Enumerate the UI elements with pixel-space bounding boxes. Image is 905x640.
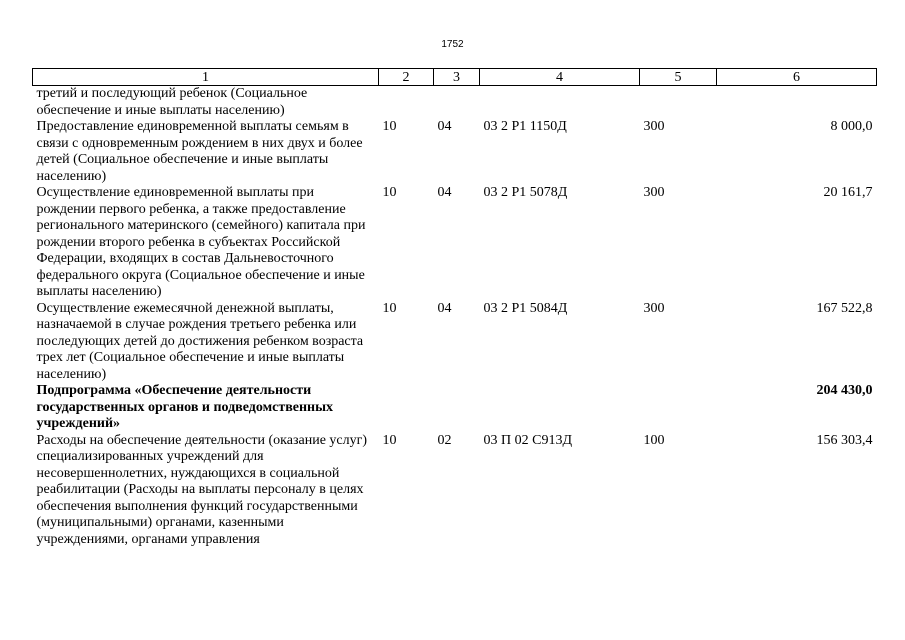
cell-section	[379, 383, 434, 433]
cell-target	[480, 383, 640, 433]
cell-type	[640, 86, 717, 120]
column-header-name: 1	[33, 69, 379, 86]
cell-subsection	[434, 86, 480, 120]
cell-target: 03 2 Р1 5084Д	[483, 300, 568, 316]
cell-type: 300	[643, 300, 665, 316]
cell-type	[640, 383, 717, 433]
page-number: 1752	[441, 39, 464, 50]
cell-subsection: 04	[437, 119, 452, 134]
cell-target: 03 2 Р1 5078Д	[483, 185, 568, 200]
cell-subsection: 02	[437, 432, 452, 448]
budget-table	[32, 68, 877, 548]
cell-amount: 167 522,8	[816, 300, 873, 316]
cell-name: Осуществление единовременной выплаты при рождении первого ребенка, а также предоставление регионального материнского (семейного) капитала при рождении второго ребенка в субъектах Российской Федерации, входящих в состав Дальневосточного федерального округа (Социальное обеспечение и иные выплаты населению)	[36, 185, 366, 299]
table-row	[33, 119, 877, 185]
cell-name: Предоставление единовременной выплаты семьям в связи с одновременным рождением в них двух и более детей (Социальное обеспечение и иные выплаты населению)	[36, 119, 363, 184]
cell-target	[480, 86, 640, 120]
cell-name: Расходы на обеспечение деятельности (оказание услуг) специализированных учреждений для несовершеннолетних, нуждающихся в социальной реабилитации (Расходы на выплаты персоналу в целях обеспечения выполнения функций государственными (муниципальными) органами, казенными учреждениями, органами управления	[36, 432, 368, 547]
cell-section: 10	[382, 119, 397, 134]
cell-section: 10	[382, 185, 397, 200]
cell-name: Осуществление ежемесячной денежной выплаты, назначаемой в случае рождения третьего ребенка или последующих детей до достижения ребенком возраста трех лет (Социальное обеспечение и иные выплаты населению)	[36, 300, 364, 382]
cell-amount: 20 161,7	[823, 185, 873, 200]
cell-amount: 204 430,0	[816, 383, 873, 398]
cell-type: 300	[643, 119, 665, 134]
cell-name: третий и последующий ребенок (Социальное обеспечение и иные выплаты населению)	[36, 86, 308, 118]
cell-subsection: 04	[437, 185, 452, 200]
column-header-type: 5	[640, 69, 717, 86]
table-row	[33, 86, 877, 120]
cell-amount: 8 000,0	[830, 119, 873, 134]
cell-type: 300	[643, 185, 665, 200]
cell-name: Подпрограмма «Обеспечение деятельности государственных органов и подведомственных учреждений»	[36, 383, 334, 431]
cell-section: 10	[382, 300, 397, 316]
table-row	[33, 185, 877, 301]
column-header-amount: 6	[717, 69, 877, 86]
cell-type: 100	[643, 432, 665, 448]
cell-amount	[717, 86, 877, 120]
cell-subsection: 04	[437, 300, 452, 316]
column-header-target: 4	[480, 69, 640, 86]
table-row	[33, 301, 877, 384]
table-row-subprogram	[33, 383, 877, 433]
table-header-row	[33, 69, 877, 86]
cell-target: 03 2 Р1 1150Д	[483, 119, 567, 134]
cell-section: 10	[382, 432, 397, 448]
cell-section	[379, 86, 434, 120]
column-header-section: 2	[379, 69, 434, 86]
cell-amount: 156 303,4	[816, 432, 873, 448]
cell-subsection	[434, 383, 480, 433]
column-header-subsection: 3	[434, 69, 480, 86]
cell-target: 03 П 02 С913Д	[483, 432, 572, 448]
table-row	[33, 433, 877, 549]
